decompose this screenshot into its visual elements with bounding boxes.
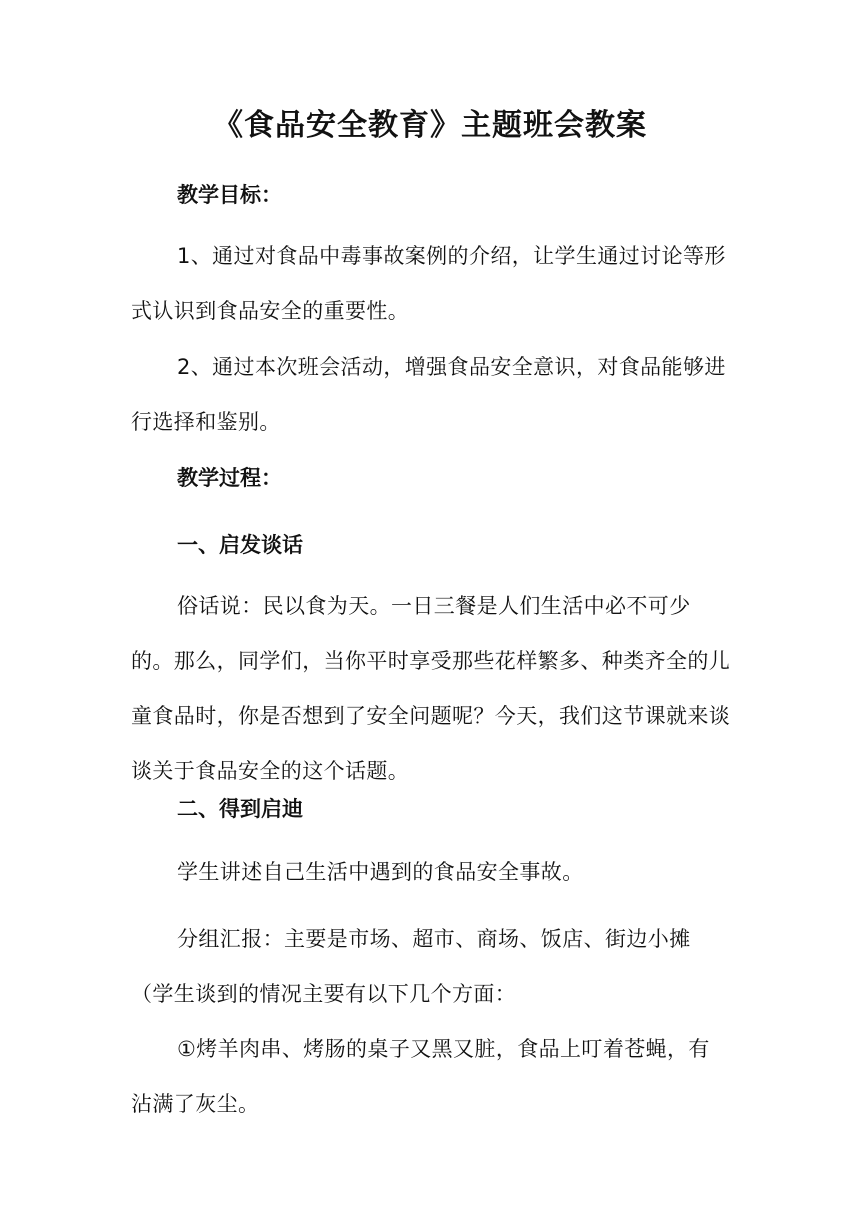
section-2-paragraph-2: 分组汇报：主要是市场、超市、商场、饭店、街边小摊（学生谈到的情况主要有以下几个方面： [131,927,691,1006]
objective-2-paragraph: 2、通过本次班会活动，增强食品安全意识，对食品能够进行选择和鉴别。 [131,355,726,434]
section-1-paragraph: 俗话说：民以食为天。一日三餐是人们生活中必不可少的。那么，同学们，当你平时享受那些花样繁多、种类齐全的儿童食品时，你是否想到了安全问题呢？今天，我们这节课就来谈谈关于食品安全的这个话题。 [131,594,731,783]
section-2-paragraph-3: ①烤羊肉串、烤肠的桌子又黑又脏，食品上叮着苍蝇，有沾满了灰尘。 [131,1037,710,1116]
section-2-paragraph-1: 学生讲述自己生活中遇到的食品安全事故。 [177,860,584,884]
section-2-heading: 二、得到启迪 [177,797,303,821]
objective-1-paragraph: 1、通过对食品中毒事故案例的介绍，让学生通过讨论等形式认识到食品安全的重要性。 [131,244,726,323]
process-heading: 教学过程： [177,466,282,490]
document-title: 《食品安全教育》主题班会教案 [213,108,647,143]
objectives-heading: 教学目标： [177,183,282,207]
section-1-heading: 一、启发谈话 [177,533,303,557]
